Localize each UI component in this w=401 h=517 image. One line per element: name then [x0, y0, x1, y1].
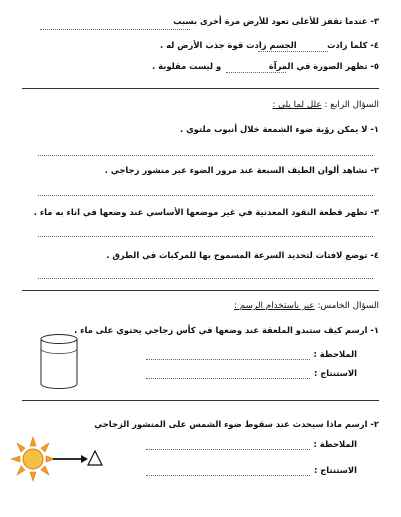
q5-heading: السؤال الخامس: عبر باستخدام الرسم : [234, 301, 379, 311]
observation-label-1: الملاحظة : [313, 349, 357, 359]
q4-instruction: علل لما يلي : [272, 100, 322, 110]
observation-line[interactable] [146, 359, 310, 360]
q4-item-2: ٢- تشاهد ألوان الطيف السبعة عند مرور الضوء عبر منشور زجاجي . [104, 165, 379, 175]
fill-blank-item-5-end: و ليست مقلوبة . [152, 61, 222, 71]
observation-line[interactable] [146, 449, 310, 450]
sun-ray-prism-drawing [6, 434, 106, 486]
fill-blank-item-4: ٤- كلما زادت [327, 40, 379, 50]
section-divider [22, 290, 379, 291]
q5-instruction: عبر باستخدام الرسم : [234, 301, 315, 311]
conclusion-label-2: الاستنتاج : [313, 465, 357, 475]
blank-line[interactable] [40, 29, 190, 30]
answer-line[interactable] [38, 155, 373, 156]
prism-icon [88, 451, 102, 465]
observation-label-2: الملاحظة : [313, 439, 357, 449]
conclusion-line[interactable] [146, 475, 310, 476]
answer-line[interactable] [38, 236, 373, 237]
section-divider [22, 400, 379, 401]
answer-line[interactable] [38, 278, 373, 279]
fill-blank-item-5: ٥- تظهر الصورة في المرآة [268, 61, 379, 71]
conclusion-line[interactable] [146, 378, 310, 379]
blank-line[interactable] [258, 51, 328, 52]
q4-item-1: ١- لا يمكن رؤية ضوء الشمعة خلال أنبوب ملتوي . [180, 124, 379, 134]
q4-heading: السؤال الرابع : علل لما يلي : [272, 100, 379, 110]
q5-item-1: ١- ارسم كيف ستبدو الملعقة عند وضعها في كأس زجاجي يحتوي على ماء . [74, 325, 379, 335]
sun-icon [11, 437, 55, 481]
q5-item-2: ٢- ارسم ماذا سيحدث عند سقوط ضوء الشمس على المنشور الزجاجي [94, 419, 379, 429]
q4-item-4: ٤- توضع لافتات لتحديد السرعة المسموح بها للمركبات في الطرق . [106, 250, 379, 260]
q4-item-3: ٣- تظهر قطعة النقود المعدنية في غير موضعها الأساسي عند وضعها في اناء به ماء . [33, 207, 379, 217]
blank-line[interactable] [226, 72, 286, 73]
glass-cup-drawing [38, 333, 80, 391]
fill-blank-item-3: ٣- عندما تقفز للأعلى تعود للأرض مرة أخرى بسبب [173, 16, 379, 26]
conclusion-label-1: الاستنتاج : [313, 368, 357, 378]
section-divider [22, 88, 379, 89]
fill-blank-item-4-end: الجسم زادت قوة جذب الأرض له . [160, 40, 297, 50]
light-ray-arrow-icon [53, 455, 88, 463]
answer-line[interactable] [38, 195, 373, 196]
